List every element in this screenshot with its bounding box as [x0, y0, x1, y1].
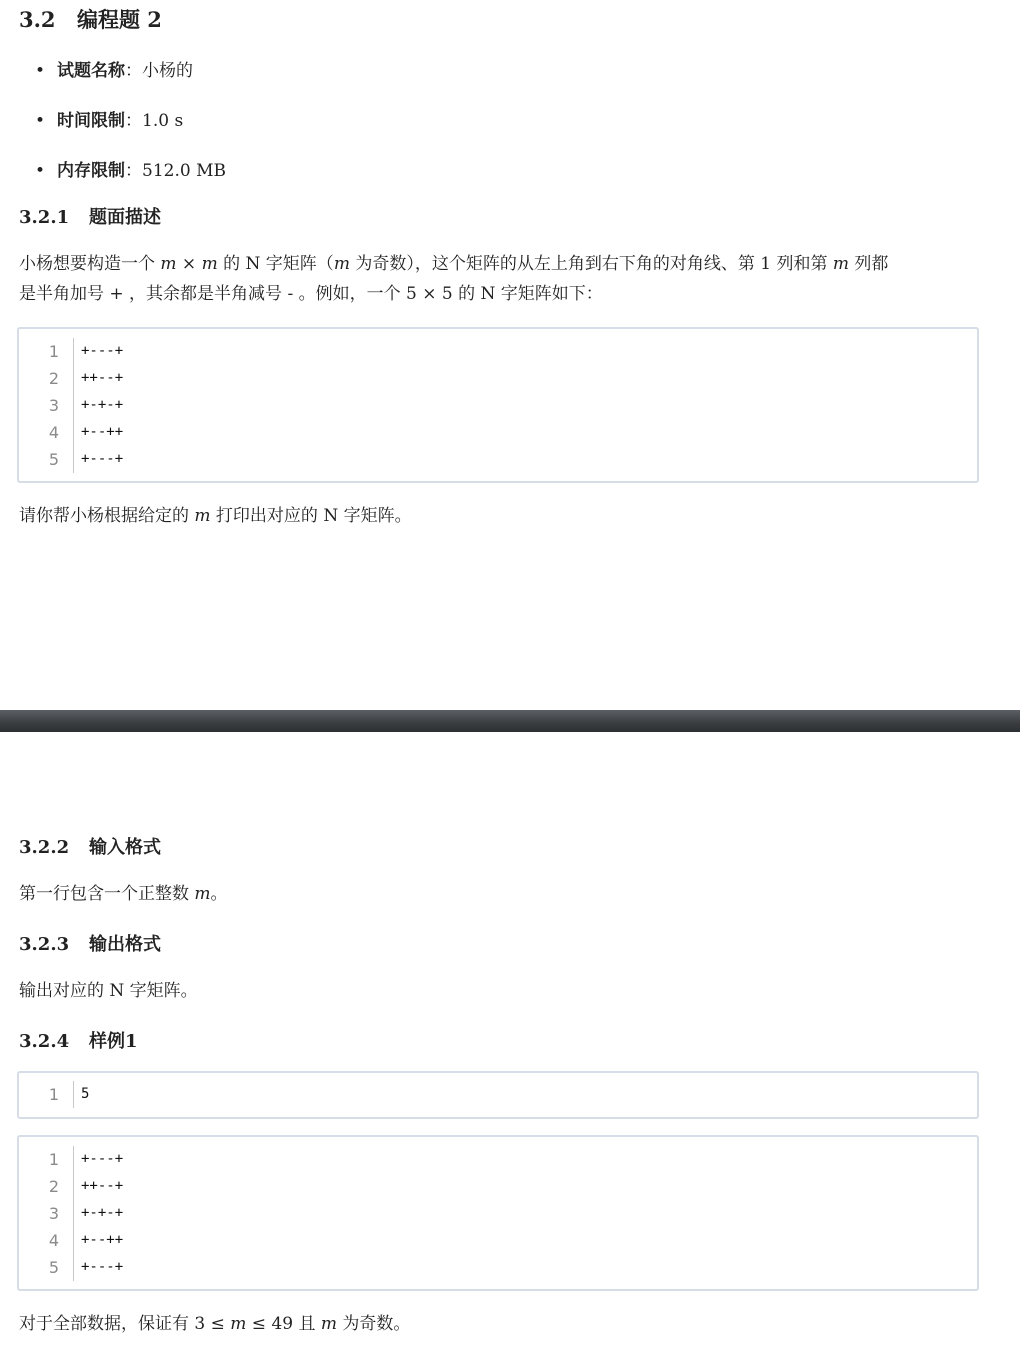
code-line [19, 392, 977, 419]
code-line [19, 365, 977, 392]
input-format-text: 第一行包含一个正整数 m。 [19, 884, 228, 904]
bullet-icon: • [35, 61, 46, 81]
meta-label: 内存限制 [57, 161, 125, 181]
task-paragraph: 请你帮小杨根据给定的 m 打印出对应的 N 字矩阵。 [19, 506, 412, 526]
heading-number: 3.2.3 [19, 934, 70, 955]
meta-label: 时间限制 [57, 111, 125, 131]
line-number: 2 [48, 1177, 59, 1196]
line-number: 3 [48, 1204, 59, 1223]
meta-value: 1.0 s [142, 111, 184, 131]
meta-sep: ： [125, 111, 142, 131]
description-paragraph [19, 249, 1004, 309]
page-divider [0, 710, 1020, 732]
heading-output-format [19, 930, 161, 956]
meta-label: 试题名称 [57, 61, 125, 81]
meta-value: 小杨的 [142, 61, 193, 81]
meta-item-memory [19, 156, 226, 181]
line-number: 1 [48, 1150, 59, 1169]
heading-title: 输入格式 [89, 837, 161, 858]
output-format-text: 输出对应的 N 字矩阵。 [19, 981, 198, 1001]
line-number: 3 [48, 396, 59, 415]
code-text: +--++ [73, 1227, 123, 1254]
meta-item-time [19, 106, 183, 131]
line-number: 1 [48, 342, 59, 361]
heading-number: 3.2.2 [19, 837, 70, 858]
code-line [19, 446, 977, 473]
code-line [19, 1254, 977, 1281]
code-line [19, 1081, 977, 1108]
code-text: +--++ [73, 419, 123, 446]
bullet-icon: • [35, 111, 46, 131]
code-text: +---+ [73, 446, 123, 473]
heading-number: 3.2.1 [19, 207, 70, 228]
sample-output-block [17, 1135, 979, 1291]
code-line [19, 1227, 977, 1254]
section-heading [19, 4, 162, 34]
code-line [19, 338, 977, 365]
meta-sep: ： [125, 61, 142, 81]
section-number: 3.2 [19, 7, 56, 32]
heading-input-format [19, 833, 161, 859]
meta-value: 512.0 MB [142, 161, 226, 181]
description-line-1: 小杨想要构造一个 m × m 的 N 字矩阵（m 为奇数），这个矩阵的从左上角到右下角的对角线、第 1 列和第 m 列都 [19, 254, 889, 274]
heading-sample [19, 1027, 138, 1053]
line-number: 1 [48, 1085, 59, 1104]
code-line [19, 1173, 977, 1200]
code-text: 5 [73, 1081, 89, 1108]
line-number: 4 [48, 1231, 59, 1250]
heading-description [19, 203, 161, 229]
meta-sep: ： [125, 161, 142, 181]
line-number: 2 [48, 369, 59, 388]
code-line [19, 1146, 977, 1173]
heading-title: 样例1 [89, 1031, 138, 1052]
line-number: 5 [48, 450, 59, 469]
code-line [19, 1200, 977, 1227]
code-text: +-+-+ [73, 392, 123, 419]
code-text: ++--+ [73, 1173, 123, 1200]
heading-title: 输出格式 [89, 934, 161, 955]
meta-item-name [19, 56, 193, 81]
heading-title: 题面描述 [89, 207, 161, 228]
code-text: +---+ [73, 1254, 123, 1281]
code-text: +---+ [73, 1146, 123, 1173]
bullet-icon: • [35, 161, 46, 181]
code-text: ++--+ [73, 365, 123, 392]
line-number: 5 [48, 1258, 59, 1277]
code-line [19, 419, 977, 446]
code-text: +-+-+ [73, 1200, 123, 1227]
example-code-block [17, 327, 979, 483]
heading-number: 3.2.4 [19, 1031, 70, 1052]
description-line-2: 是半角加号 + ，其余都是半角减号 - 。例如，一个 5 × 5 的 N 字矩阵如下： [19, 284, 603, 304]
section-title: 编程题 2 [77, 7, 162, 32]
constraint-text: 对于全部数据，保证有 3 ≤ m ≤ 49 且 m 为奇数。 [19, 1314, 411, 1334]
code-text: +---+ [73, 338, 123, 365]
line-number: 4 [48, 423, 59, 442]
sample-input-block [17, 1071, 979, 1119]
